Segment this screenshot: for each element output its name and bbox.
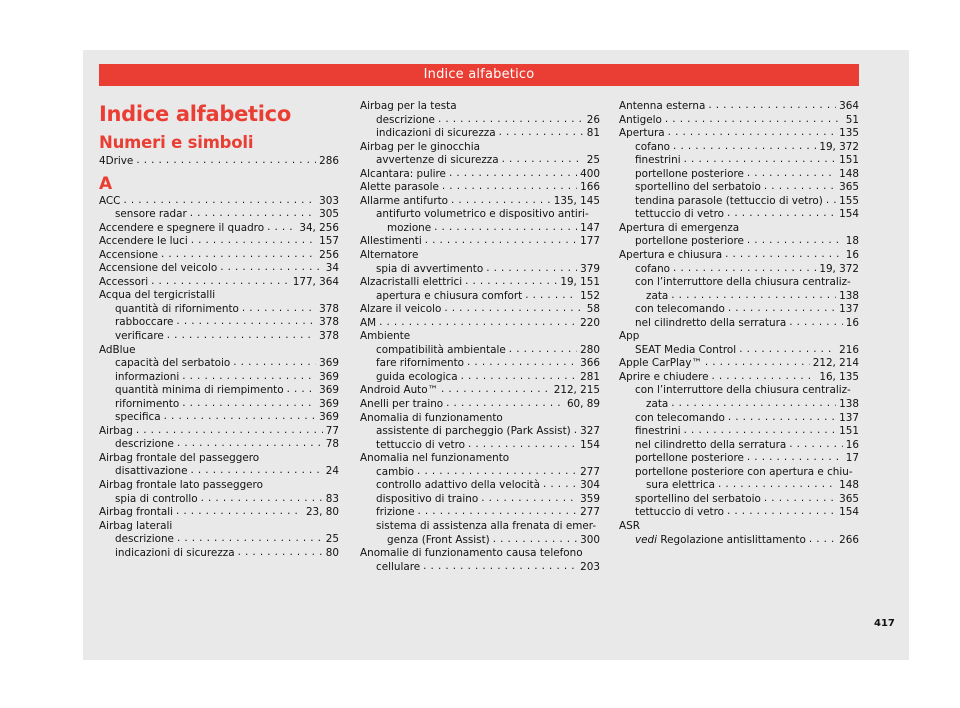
index-entry: Accendere le luci . . . 157 — [99, 235, 339, 249]
index-subentry: tettuccio di vetro . . . 154 — [619, 506, 859, 520]
index-entry: Antenna esterna . . . 364 — [619, 100, 859, 114]
index-subentry: indicazioni di sicurezza . . . 80 — [99, 547, 339, 561]
index-heading-entry: App — [619, 330, 640, 343]
index-entry: Accessori . . . 177, 364 — [99, 276, 339, 290]
index-subentry: descrizione . . . 25 — [99, 533, 339, 547]
index-subentry-continuation: sura elettrica . . . 148 — [619, 479, 859, 493]
index-subentry: compatibilità ambientale . . . 280 — [360, 344, 600, 358]
index-entry: Accendere e spegnere il quadro . . . 34, 256 — [99, 222, 339, 236]
index-subentry: spia di avvertimento . . . 379 — [360, 263, 600, 277]
index-entry: Allestimenti . . . 177 — [360, 235, 600, 249]
index-subentry: dispositivo di traino . . . 359 — [360, 493, 600, 507]
index-heading-entry: ASR — [619, 519, 640, 532]
index-entry: Android Auto™ . . . 212, 215 — [360, 384, 600, 398]
index-subentry: quantità minima di riempimento . . . 369 — [99, 384, 339, 398]
index-subentry-continuation: zata . . . 138 — [619, 398, 859, 412]
index-subentry: con telecomando . . . 137 — [619, 303, 859, 317]
index-entry: Accensione del veicolo . . . 34 — [99, 262, 339, 276]
index-column-2 — [360, 100, 600, 574]
index-heading-entry: Anomalia di funzionamento — [360, 411, 503, 424]
index-heading-entry: Alternatore — [360, 249, 419, 262]
index-subentry: con l’interruttore della chiusura centraliz- — [635, 384, 851, 397]
index-entry: Allarme antifurto . . . 135, 145 — [360, 195, 600, 209]
index-subentry: rabboccare . . . 378 — [99, 316, 339, 330]
index-subentry: vedi Regolazione antislittamento . . . 266 — [619, 534, 859, 548]
index-heading-entry: Apertura di emergenza — [619, 221, 740, 234]
section-heading-numbers: Numeri e simboli — [99, 133, 254, 152]
index-subentry: finestrini . . . 151 — [619, 154, 859, 168]
index-subentry: sportellino del serbatoio . . . 365 — [619, 181, 859, 195]
index-subentry: rifornimento . . . 369 — [99, 398, 339, 412]
index-entry: ACC . . . 303 — [99, 195, 339, 209]
index-subentry: informazioni . . . 369 — [99, 371, 339, 385]
index-entry: Alzacristalli elettrici . . . 19, 151 — [360, 276, 600, 290]
index-subentry: portellone posteriore . . . 148 — [619, 168, 859, 182]
index-subentry: nel cilindretto della serratura . . . 16 — [619, 439, 859, 453]
section-heading-letter-a: A — [99, 173, 112, 194]
index-entry: Airbag . . . 77 — [99, 425, 339, 439]
index-heading-entry: Airbag frontale lato passeggero — [99, 479, 263, 492]
index-entry: 4Drive . . . 286 — [99, 155, 339, 169]
see-reference: vedi — [635, 533, 658, 546]
index-subentry: controllo adattivo della velocità . . . 304 — [360, 479, 600, 493]
index-subentry: tettuccio di vetro . . . 154 — [619, 208, 859, 222]
index-entry: Antigelo . . . 51 — [619, 114, 859, 128]
index-entry: Aprire e chiudere . . . 16, 135 — [619, 371, 859, 385]
index-column-1 — [99, 100, 339, 560]
index-heading-entry: Ambiente — [360, 330, 411, 343]
index-subentry: capacità del serbatoio . . . 369 — [99, 357, 339, 371]
index-entry: Anelli per traino . . . 60, 89 — [360, 398, 600, 412]
index-subentry: frizione . . . 277 — [360, 506, 600, 520]
index-heading-entry: Airbag per la testa — [360, 100, 457, 112]
index-heading-entry: AdBlue — [99, 343, 136, 356]
index-subentry: quantità di rifornimento . . . 378 — [99, 303, 339, 317]
index-entry: Accensione . . . 256 — [99, 249, 339, 263]
index-subentry: portellone posteriore con apertura e chiu- — [635, 465, 853, 478]
index-subentry: portellone posteriore . . . 17 — [619, 452, 859, 466]
index-subentry: fare rifornimento . . . 366 — [360, 357, 600, 371]
index-subentry: cellulare . . . 203 — [360, 561, 600, 575]
index-heading-entry: Acqua del tergicristalli — [99, 289, 216, 302]
index-subentry: finestrini . . . 151 — [619, 425, 859, 439]
index-entry: Airbag frontali . . . 23, 80 — [99, 506, 339, 520]
index-subentry-continuation: mozione . . . 147 — [360, 222, 600, 236]
index-subentry: specifica . . . 369 — [99, 411, 339, 425]
index-subentry: descrizione . . . 78 — [99, 438, 339, 452]
index-entry: Apertura . . . 135 — [619, 127, 859, 141]
index-heading-entry: Airbag frontale del passeggero — [99, 451, 260, 464]
index-subentry: sensore radar . . . 305 — [99, 208, 339, 222]
index-subentry: con telecomando . . . 137 — [619, 412, 859, 426]
index-subentry: indicazioni di sicurezza . . . 81 — [360, 127, 600, 141]
index-subentry: antifurto volumetrico e dispositivo antiri- — [376, 208, 589, 221]
index-heading-entry: Airbag laterali — [99, 519, 173, 532]
index-subentry: nel cilindretto della serratura . . . 16 — [619, 317, 859, 331]
index-subentry: SEAT Media Control . . . 216 — [619, 344, 859, 358]
index-subentry-continuation: genza (Front Assist) . . . 300 — [360, 534, 600, 548]
index-subentry-continuation: zata . . . 138 — [619, 290, 859, 304]
index-entry: AM . . . 220 — [360, 317, 600, 331]
index-subentry: sportellino del serbatoio . . . 365 — [619, 493, 859, 507]
index-entry: Alette parasole . . . 166 — [360, 181, 600, 195]
index-subentry: assistente di parcheggio (Park Assist) . . . 327 — [360, 425, 600, 439]
index-subentry: tettuccio di vetro . . . 154 — [360, 439, 600, 453]
index-column-3 — [619, 100, 859, 547]
index-entry: Apple CarPlay™ . . . 212, 214 — [619, 357, 859, 371]
page-title: Indice alfabetico — [99, 102, 291, 126]
index-entry: Alcantara: pulire . . . 400 — [360, 168, 600, 182]
index-subentry: tendina parasole (tettuccio di vetro) . . . 155 — [619, 195, 859, 209]
index-heading-entry: Airbag per le ginocchia — [360, 140, 480, 153]
index-subentry: descrizione . . . 26 — [360, 114, 600, 128]
index-subentry: cofano . . . 19, 372 — [619, 141, 859, 155]
index-subentry: verificare . . . 378 — [99, 330, 339, 344]
page-number: 417 — [874, 618, 895, 629]
index-subentry: cofano . . . 19, 372 — [619, 263, 859, 277]
index-subentry: cambio . . . 277 — [360, 466, 600, 480]
index-subentry: disattivazione . . . 24 — [99, 465, 339, 479]
index-entry: Apertura e chiusura . . . 16 — [619, 249, 859, 263]
index-subentry: portellone posteriore . . . 18 — [619, 235, 859, 249]
index-subentry: sistema di assistenza alla frenata di emer- — [376, 519, 597, 532]
index-subentry: con l’interruttore della chiusura centraliz- — [635, 276, 851, 289]
index-heading-entry: Anomalie di funzionamento causa telefono — [360, 547, 583, 560]
index-subentry: spia di controllo . . . 83 — [99, 493, 339, 507]
header-bar: Indice alfabetico — [99, 64, 859, 86]
index-subentry: avvertenze di sicurezza . . . 25 — [360, 154, 600, 168]
index-heading-entry: Anomalia nel funzionamento — [360, 452, 510, 465]
index-entry: Alzare il veicolo . . . 58 — [360, 303, 600, 317]
index-subentry: apertura e chiusura comfort . . . 152 — [360, 290, 600, 304]
index-subentry: guida ecologica . . . 281 — [360, 371, 600, 385]
